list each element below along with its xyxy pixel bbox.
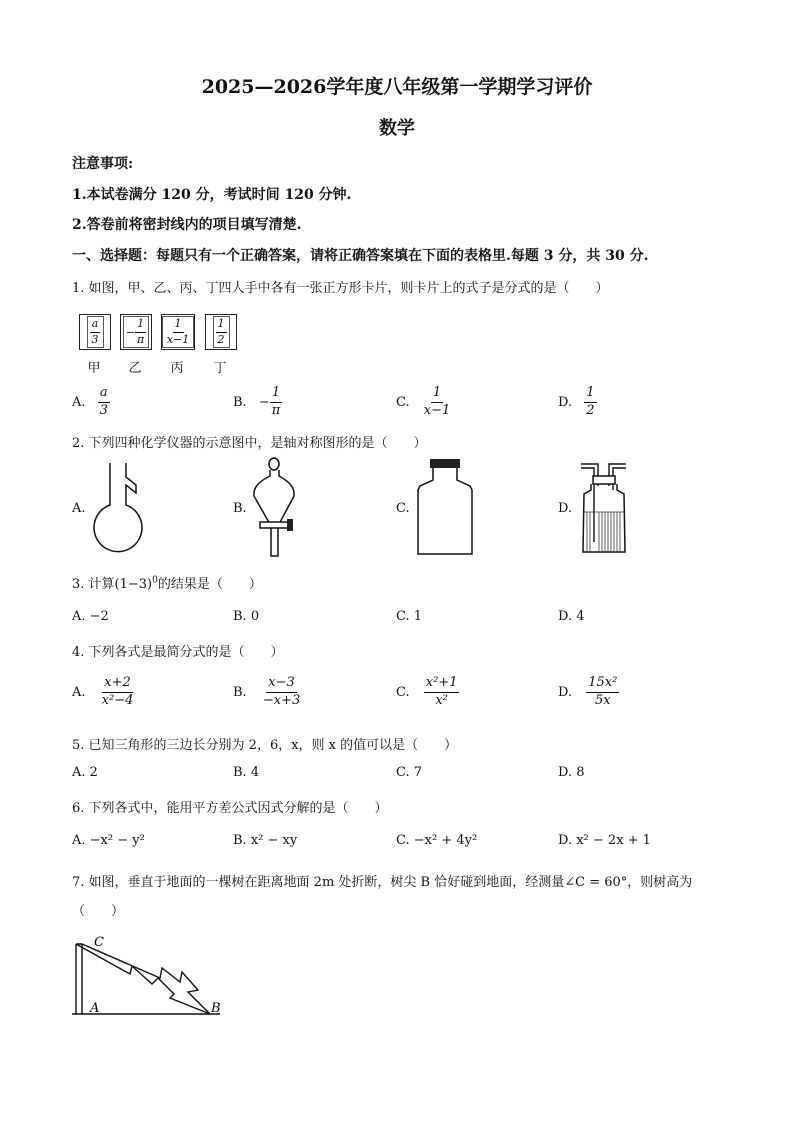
section-heading: 一、选择题：每题只有一个正确答案，请将正确答案填在下面的表格里.每题 3 分，共 30 分.	[72, 248, 649, 264]
q5-option-b[interactable]: B. 4	[233, 765, 260, 780]
note-item-2: 2.答卷前将密封线内的项目填写清楚.	[72, 217, 302, 233]
q5-option-d[interactable]: D. 8	[558, 765, 585, 780]
round-flask-icon	[88, 458, 148, 553]
point-c-label: C	[94, 935, 104, 950]
point-b-label: B	[211, 1001, 221, 1016]
question-7-text-continued: （ ）	[72, 904, 125, 919]
q6-option-d[interactable]: D. x² − 2x + 1	[558, 833, 651, 848]
q4-option-d[interactable]: D. $\frac{\text{15x²}}{5x}$	[558, 675, 618, 708]
q6-option-a[interactable]: A. −x² − y²	[72, 833, 145, 848]
separatory-funnel-icon	[248, 456, 308, 558]
card-yi: − $\frac{1}{\pi}$	[120, 314, 152, 350]
gas-washing-bottle-icon	[578, 460, 630, 555]
card-label-bing: 丙	[170, 361, 184, 376]
question-2-text: 2. 下列四种化学仪器的示意图中，是轴对称图形的是（ ）	[72, 436, 427, 451]
reagent-bottle-icon	[414, 458, 476, 558]
q6-option-b[interactable]: B. x² − xy	[233, 833, 298, 848]
question-4-text: 4. 下列各式是最简分式的是（ ）	[72, 645, 284, 660]
q6-option-c[interactable]: C. −x² + 4y²	[396, 833, 478, 848]
q5-option-c[interactable]: C. 7	[396, 765, 423, 780]
card-label-ding: 丁	[213, 361, 227, 376]
q2-option-c[interactable]: C.	[396, 501, 410, 516]
q1-option-c[interactable]: C. $\frac{1}{x-1}$	[396, 385, 451, 418]
q3-option-a[interactable]: A. −2	[72, 609, 109, 624]
q4-option-a[interactable]: A. $\frac{x+2}{\text{x²−4}}$	[72, 675, 134, 708]
q3-option-b[interactable]: B. 0	[233, 609, 260, 624]
q4-option-c[interactable]: C. $\frac{\text{x²+1}}{\text{x²}}$	[396, 675, 458, 708]
notes-heading: 注意事项:	[72, 156, 134, 172]
broken-tree-diagram	[70, 930, 230, 1020]
card-ding: $\frac{1}{2}$	[205, 314, 237, 350]
question-1-text: 1. 如图，甲、乙、丙、丁四人手中各有一张正方形卡片，则卡片上的式子是分式的是（ ）	[72, 281, 609, 296]
question-7-text: 7. 如图，垂直于地面的一棵树在距离地面 2m 处折断，树尖 B 恰好碰到地面，经测量∠C = 60°，则树高为	[72, 875, 693, 890]
q1-option-a[interactable]: A. $\frac{a}{3}$	[72, 385, 108, 418]
card-bing: $\frac{1}{x-1}$	[161, 314, 195, 350]
q1-option-d[interactable]: D. $\frac{1}{2}$	[558, 385, 595, 418]
q2-option-a[interactable]: A.	[72, 501, 86, 516]
question-3-text: 3. 计算$(1-3)^0$的结果是（ ）	[72, 575, 262, 592]
q2-option-d[interactable]: D.	[558, 501, 573, 516]
q3-option-d[interactable]: D. 4	[558, 609, 585, 624]
question-5-text: 5. 已知三角形的三边长分别为 2，6，x，则 x 的值可以是（ ）	[72, 738, 458, 753]
q1-option-b[interactable]: B. − $\frac{1}{\pi}$	[233, 385, 281, 418]
subject-title: 数学	[379, 118, 415, 139]
point-a-label: A	[90, 1001, 100, 1016]
q5-option-a[interactable]: A. 2	[72, 765, 98, 780]
card-label-jia: 甲	[87, 361, 101, 376]
card-label-yi: 乙	[128, 361, 142, 376]
q2-option-b[interactable]: B.	[233, 501, 247, 516]
q4-option-b[interactable]: B. $\frac{x-3}{-x+3}$	[233, 675, 301, 708]
exam-title: 2025—2026学年度八年级第一学期学习评价	[201, 76, 593, 98]
question-6-text: 6. 下列各式中，能用平方差公式因式分解的是（ ）	[72, 801, 388, 816]
q3-option-c[interactable]: C. 1	[396, 609, 423, 624]
note-item-1: 1.本试卷满分 120 分，考试时间 120 分钟.	[72, 187, 352, 203]
card-jia: $\frac{a}{3}$	[79, 314, 111, 350]
